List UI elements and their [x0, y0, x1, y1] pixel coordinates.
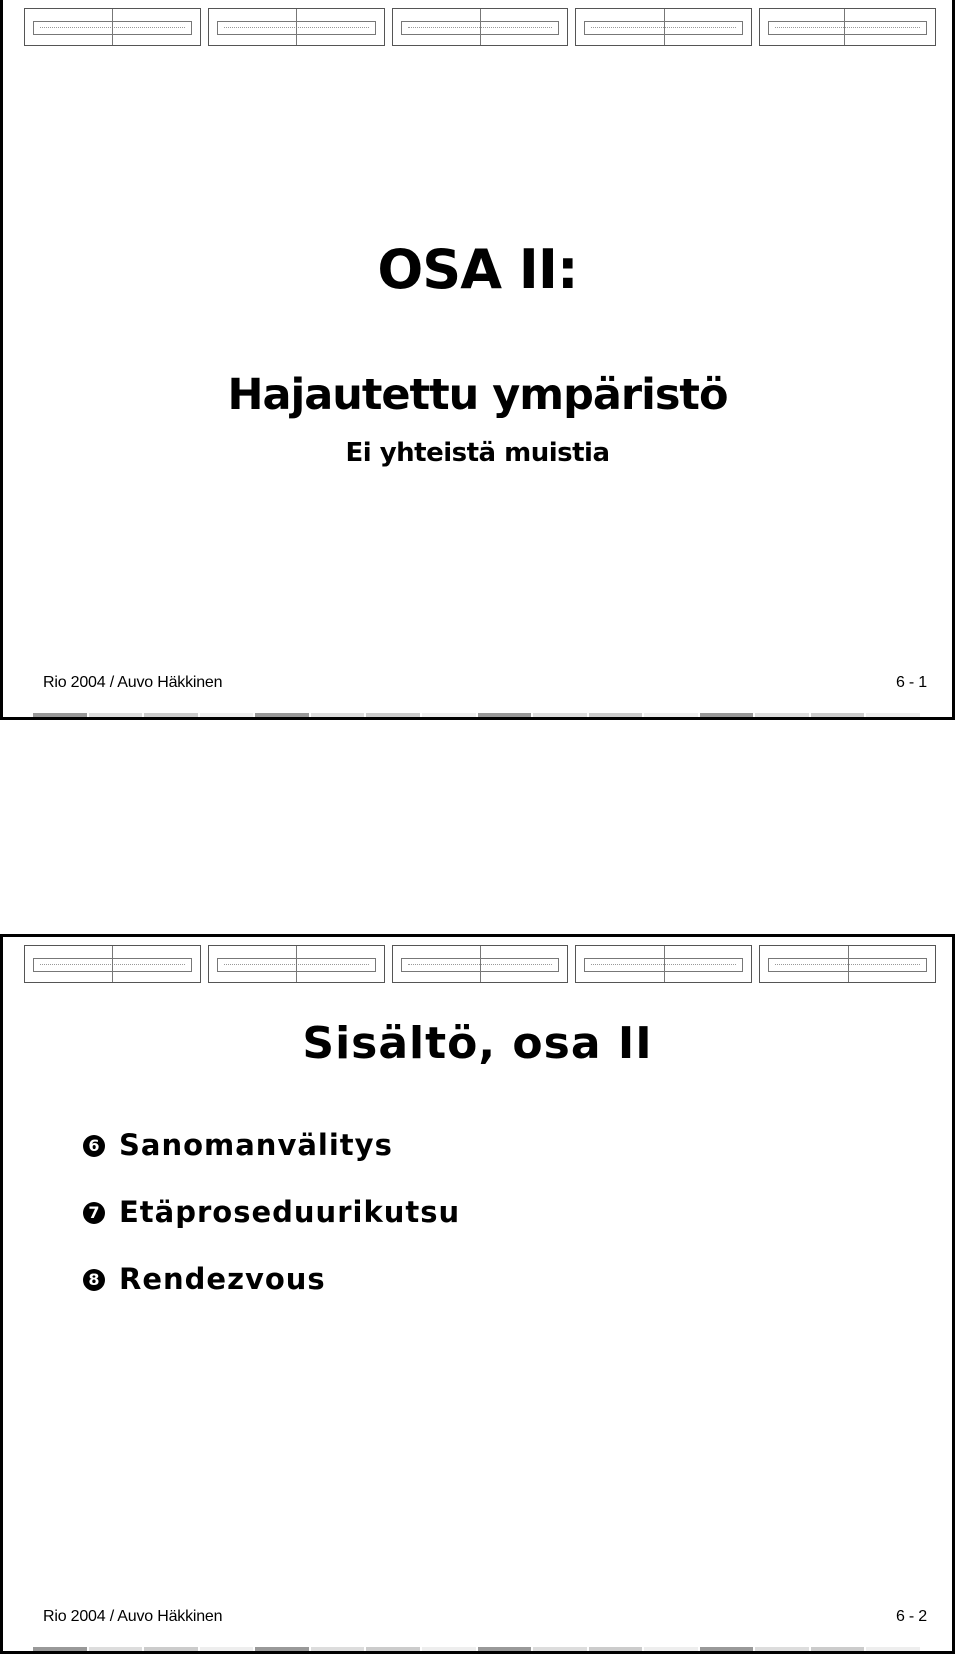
- header-box: [24, 945, 201, 983]
- header-strip: [24, 8, 936, 46]
- numbered-circle-icon: 8: [83, 1269, 105, 1291]
- toc-item: [83, 1262, 460, 1332]
- slide-1: [0, 0, 955, 720]
- slide-2: [0, 934, 955, 1654]
- toc-item-label: Sanomanvälitys: [119, 1128, 393, 1162]
- slide-subtitle-small: Ei yhteistä muistia: [345, 438, 610, 468]
- footer-author: Rio 2004 / Auvo Häkkinen: [43, 1608, 223, 1625]
- header-box: [575, 945, 752, 983]
- header-box: [759, 945, 936, 983]
- header-strip: [24, 945, 936, 983]
- header-box: [392, 8, 569, 46]
- header-box: [24, 8, 201, 46]
- header-box: [575, 8, 752, 46]
- slide-subtitle: Hajautettu ympäristö: [227, 370, 728, 420]
- footer-bar: [33, 1647, 922, 1651]
- slide-title: OSA II:: [377, 238, 578, 301]
- toc-item: [83, 1128, 460, 1198]
- toc-item-label: Rendezvous: [119, 1262, 326, 1296]
- header-box: [759, 8, 936, 46]
- numbered-circle-icon: 7: [83, 1202, 105, 1224]
- footer-page-number: 6 - 2: [895, 1608, 927, 1625]
- header-box: [208, 945, 385, 983]
- toc-item: [83, 1195, 461, 1265]
- toc-item-label: Etäproseduurikutsu: [119, 1195, 461, 1229]
- header-box: [208, 8, 385, 46]
- footer-page-number: 6 - 1: [895, 674, 927, 691]
- footer-bar: [33, 713, 922, 717]
- numbered-circle-icon: 6: [83, 1135, 105, 1157]
- toc-list: [83, 1128, 461, 1332]
- header-box: [392, 945, 569, 983]
- footer-author: Rio 2004 / Auvo Häkkinen: [43, 674, 223, 691]
- toc-title: Sisältö, osa II: [302, 1018, 653, 1069]
